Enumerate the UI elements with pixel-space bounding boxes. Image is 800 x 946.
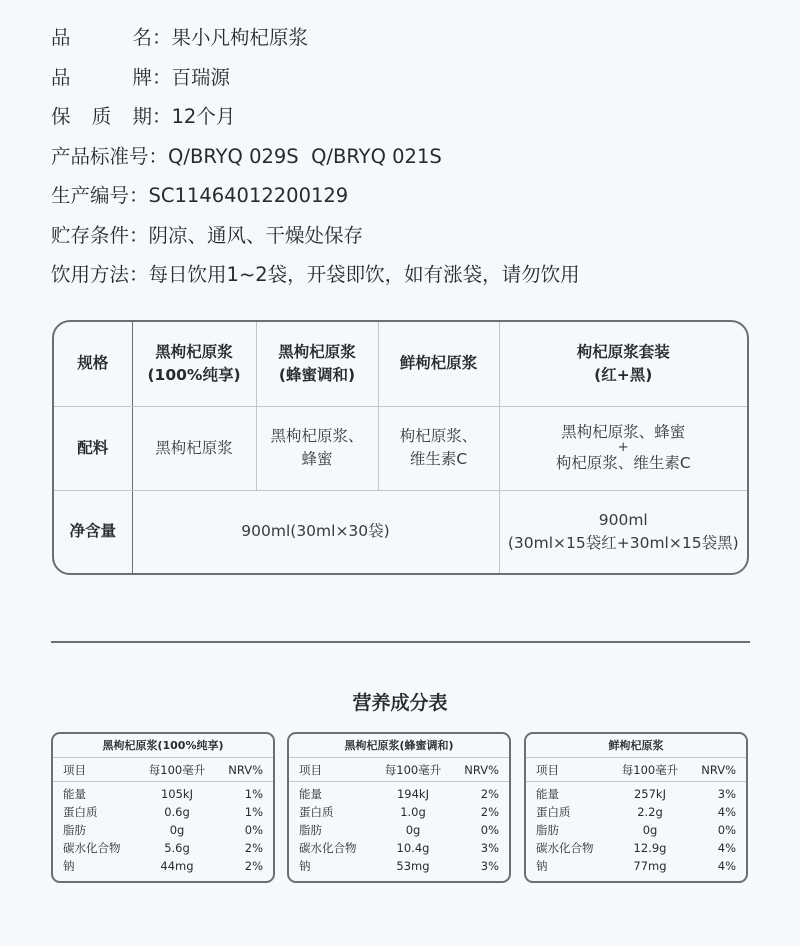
nutrition-row: 能量 257kJ 3% bbox=[536, 787, 736, 801]
info-row-production-code: 生产编号 ： SC11464012200129 bbox=[51, 178, 580, 218]
nutrition-row: 脂肪 0g 0% bbox=[63, 823, 263, 837]
ingredient-cell: 黑枸杞原浆 bbox=[132, 406, 256, 490]
nutrition-header: 项目 每100毫升 NRV% bbox=[526, 758, 746, 782]
ingredient-cell: 黑枸杞原浆、蜂蜜 + 枸杞原浆、维生素C bbox=[499, 406, 747, 490]
nutrition-row: 蛋白质 0.6g 1% bbox=[63, 805, 263, 819]
spec-row-net-content bbox=[54, 490, 747, 573]
info-label: 品 牌 bbox=[51, 65, 152, 89]
nutrition-table-title: 鲜枸杞原浆 bbox=[526, 734, 746, 758]
product-info bbox=[51, 20, 580, 297]
row-label-net-content: 净含量 bbox=[54, 490, 132, 573]
ingredient-cell: 枸杞原浆、 维生素C bbox=[378, 406, 499, 490]
nutrition-table-black-honey bbox=[287, 732, 511, 883]
ingredient-cell: 黑枸杞原浆、 蜂蜜 bbox=[256, 406, 378, 490]
nutrition-row: 钠 53mg 3% bbox=[299, 859, 499, 873]
nutrition-header: 项目 每100毫升 NRV% bbox=[289, 758, 509, 782]
info-value: 12个月 bbox=[171, 105, 236, 128]
info-row-storage: 贮存条件 ： 阴凉、通风、干燥处保存 bbox=[51, 218, 580, 258]
section-divider bbox=[51, 641, 750, 643]
row-label-size: 规格 bbox=[54, 322, 132, 406]
info-label: 生产编号 bbox=[51, 184, 130, 207]
nutrition-row: 蛋白质 2.2g 4% bbox=[536, 805, 736, 819]
row-label-ingredients: 配料 bbox=[54, 406, 132, 490]
info-label: 保 质 期 bbox=[51, 105, 152, 128]
net-content-set: 900ml (30ml×15袋红+30ml×15袋黑) bbox=[499, 490, 747, 573]
info-value: SC11464012200129 bbox=[148, 184, 349, 207]
nutrition-table-fresh bbox=[524, 732, 748, 883]
nutrition-row: 碳水化合物 5.6g 2% bbox=[63, 841, 263, 855]
nutrition-title: 营养成分表 bbox=[352, 692, 448, 714]
spec-row-size bbox=[54, 322, 747, 406]
nutrition-row: 钠 44mg 2% bbox=[63, 859, 263, 873]
info-value: Q/BRYQ 029S Q/BRYQ 021S bbox=[168, 144, 442, 168]
spec-table bbox=[52, 320, 749, 575]
header-cell: 枸杞原浆套装 (红+黑) bbox=[499, 322, 747, 406]
info-row-shelf-life: 保 质 期 ： 12个月 bbox=[51, 99, 580, 139]
info-label: 品 名 bbox=[51, 26, 152, 49]
net-content-single: 900ml(30ml×30袋) bbox=[132, 490, 499, 573]
info-value: 百瑞源 bbox=[171, 65, 231, 89]
plus-sign: + bbox=[617, 440, 629, 455]
info-row-standard: 产品标准号 ： Q/BRYQ 029S Q/BRYQ 021S bbox=[51, 139, 580, 179]
nutrition-row: 能量 105kJ 1% bbox=[63, 787, 263, 801]
nutrition-table-title: 黑枸杞原浆(100%纯享) bbox=[53, 734, 273, 758]
info-label: 饮用方法 bbox=[51, 263, 130, 286]
header-cell: 鲜枸杞原浆 bbox=[378, 322, 499, 406]
info-row-usage: 饮用方法 ： 每日饮用1~2袋，开袋即饮，如有涨袋，请勿饮用 bbox=[51, 257, 580, 297]
info-row-brand: 品 牌 ： 百瑞源 bbox=[51, 60, 580, 100]
nutrition-header: 项目 每100毫升 NRV% bbox=[53, 758, 273, 782]
nutrition-row: 钠 77mg 4% bbox=[536, 859, 736, 873]
info-value: 每日饮用1~2袋，开袋即饮，如有涨袋，请勿饮用 bbox=[148, 263, 580, 286]
nutrition-table-black-pure bbox=[51, 732, 275, 883]
info-value: 果小凡枸杞原浆 bbox=[171, 26, 309, 49]
info-value: 阴凉、通风、干燥处保存 bbox=[148, 223, 364, 247]
header-cell: 黑枸杞原浆 (100%纯享) bbox=[132, 322, 256, 406]
nutrition-row: 碳水化合物 12.9g 4% bbox=[536, 841, 736, 855]
spec-row-ingredients bbox=[54, 406, 747, 490]
nutrition-row: 脂肪 0g 0% bbox=[536, 823, 736, 837]
nutrition-table-title: 黑枸杞原浆(蜂蜜调和) bbox=[289, 734, 509, 758]
header-cell: 黑枸杞原浆 (蜂蜜调和) bbox=[256, 322, 378, 406]
nutrition-row: 蛋白质 1.0g 2% bbox=[299, 805, 499, 819]
info-label: 产品标准号 bbox=[51, 144, 149, 168]
nutrition-row: 碳水化合物 10.4g 3% bbox=[299, 841, 499, 855]
info-label: 贮存条件 bbox=[51, 223, 130, 247]
nutrition-row: 能量 194kJ 2% bbox=[299, 787, 499, 801]
info-row-name: 品 名 ： 果小凡枸杞原浆 bbox=[51, 20, 580, 60]
nutrition-row: 脂肪 0g 0% bbox=[299, 823, 499, 837]
